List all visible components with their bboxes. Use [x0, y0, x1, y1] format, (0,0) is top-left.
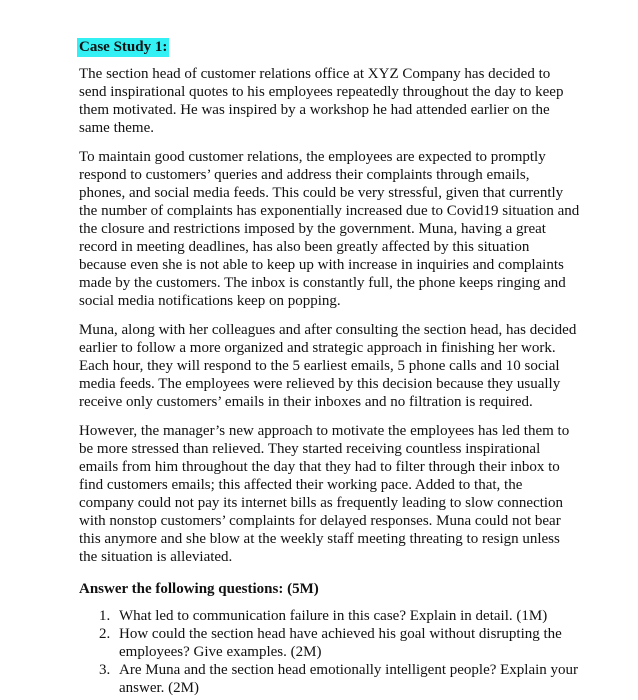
paragraph-1 — [79, 65, 579, 137]
text-line: phones, and social media feeds. This could be very stressful, given that currently — [79, 185, 564, 201]
case-study-heading: Case Study 1: — [79, 39, 168, 55]
paragraph-3 — [79, 321, 579, 411]
case-body — [79, 65, 579, 566]
text-line: the closure and restrictions imposed by the government. Muna, having a great — [79, 221, 546, 237]
questions-heading: Answer the following questions: (5M) — [79, 581, 319, 597]
text-line: emails from him throughout the day that they had to filter through their inbox to — [79, 459, 560, 475]
question-number: 2. — [99, 626, 111, 642]
question-item — [79, 607, 579, 625]
text-line: record in meeting deadlines, has also been greatly affected by this situation — [79, 239, 530, 255]
questions-list — [79, 607, 579, 697]
text-line: be more stressed than relieved. They started receiving countless inspirational — [79, 441, 541, 457]
text-line: media feeds. The employees were relieved by this decision because they usually — [79, 376, 561, 392]
text-line: social media notifications keep on popping. — [79, 293, 341, 309]
question-text: employees? Give examples. (2M) — [119, 644, 322, 660]
text-line: same theme. — [79, 120, 154, 136]
text-line: However, the manager’s new approach to motivate the employees has led them to — [79, 423, 570, 439]
question-number: 1. — [99, 608, 111, 624]
question-text: What led to communication failure in this case? Explain in detail. (1M) — [119, 608, 548, 624]
text-line: To maintain good customer relations, the employees are expected to promptly — [79, 149, 546, 165]
question-item — [79, 661, 579, 697]
text-line: the number of complaints has exponentially increased due to Covid19 situation and — [79, 203, 580, 219]
text-line: with nonstop customers’ complaints for delayed responses. Muna could not bear — [79, 513, 561, 529]
paragraph-2 — [79, 148, 579, 310]
text-line: The section head of customer relations office at XYZ Company has decided to — [79, 66, 551, 82]
paragraph-4 — [79, 422, 579, 566]
text-line: this anymore and she blow at the weekly staff meeting threating to resign unless — [79, 531, 560, 547]
document-page — [79, 38, 579, 697]
question-text: answer. (2M) — [119, 680, 199, 696]
text-line: Muna, along with her colleagues and after consulting the section head, has decided — [79, 322, 577, 338]
text-line: respond to customers’ queries and address their complaints through emails, — [79, 167, 530, 183]
text-line: the situation is alleviated. — [79, 549, 233, 565]
question-item — [79, 625, 579, 661]
text-line: Each hour, they will respond to the 5 earliest emails, 5 phone calls and 10 social — [79, 358, 560, 374]
question-text: How could the section head have achieved his goal without disrupting the — [119, 626, 562, 642]
text-line: send inspirational quotes to his employees repeatedly throughout the day to keep — [79, 84, 564, 100]
text-line: company could not pay its internet bills as frequently leading to slow connection — [79, 495, 564, 511]
question-text: Are Muna and the section head emotionally intelligent people? Explain your — [119, 662, 579, 678]
text-line: because even she is not able to keep up with increase in inquiries and complaints — [79, 257, 564, 273]
text-line: made by the customers. The inbox is constantly full, the phone keeps ringing and — [79, 275, 566, 291]
text-line: find customers emails; this affected their working pace. Added to that, the — [79, 477, 523, 493]
text-line: receive only customers’ emails in their inboxes and no filtration is required. — [79, 394, 533, 410]
text-line: earlier to follow a more organized and strategic approach in finishing her work. — [79, 340, 556, 356]
question-number: 3. — [99, 662, 111, 678]
text-line: them motivated. He was inspired by a workshop he had attended earlier on the — [79, 102, 550, 118]
